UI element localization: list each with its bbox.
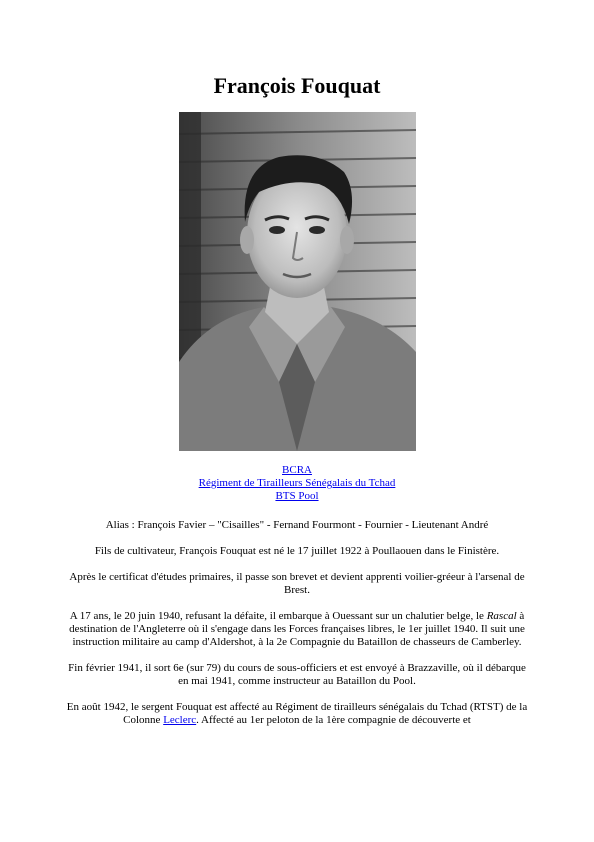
link-regiment-tirailleurs-senegalais[interactable]: Régiment de Tirailleurs Sénégalais du Tchad — [198, 477, 396, 489]
studies-paragraph: Après le certificat d'études primaires, il passe son brevet et devient apprenti voilier-gréeur à l'arsenal de Brest. — [69, 571, 525, 596]
ship-name: Rascal — [486, 610, 517, 622]
related-links — [0, 464, 594, 503]
brazzaville-paragraph: Fin février 1941, il sort 6e (sur 79) du cours de sous-officiers et est envoyé à Brazzaville, où il débarque en mai 1941, comme instructeur au Bataillon du Pool. — [68, 662, 526, 687]
link-bcra[interactable]: BCRA — [282, 464, 312, 476]
escape-text-end: à destination de l'Angleterre où il s'engage dans les Forces françaises libres, le 1er juillet 1940. Il suit une instruction militaire au camp d'Aldershot, à la 2e Compagnie du Bataillon de chasseurs de Camberley. — [69, 610, 525, 648]
rtst-paragraph — [62, 701, 532, 727]
rtst-text-start: En août 1942, le sergent Fouquat est affecté au Régiment de tirailleurs sénégalais du Tchad (RTST) de la Colonne — [66, 701, 528, 726]
escape-text-start: A 17 ans, le 20 juin 1940, refusant la défaite, il embarque à Ouessant sur un chalutier belge, le — [69, 610, 487, 622]
portrait-photo — [179, 112, 416, 451]
birth-paragraph: Fils de cultivateur, François Fouquat est né le 17 juillet 1922 à Poullaouen dans le Finistère. — [94, 545, 500, 557]
escape-paragraph — [62, 610, 532, 649]
link-bts-pool[interactable]: BTS Pool — [275, 490, 319, 502]
alias-paragraph: Alias : François Favier – "Cisailles" - Fernand Fourmont - Fournier - Lieutenant André — [105, 519, 489, 531]
page-title: François Fouquat — [213, 73, 381, 98]
biography-text — [62, 519, 532, 740]
link-leclerc[interactable]: Leclerc — [163, 714, 197, 726]
rtst-text-end: . Affecté au 1er peloton de la 1ère compagnie de découverte et — [196, 714, 471, 726]
